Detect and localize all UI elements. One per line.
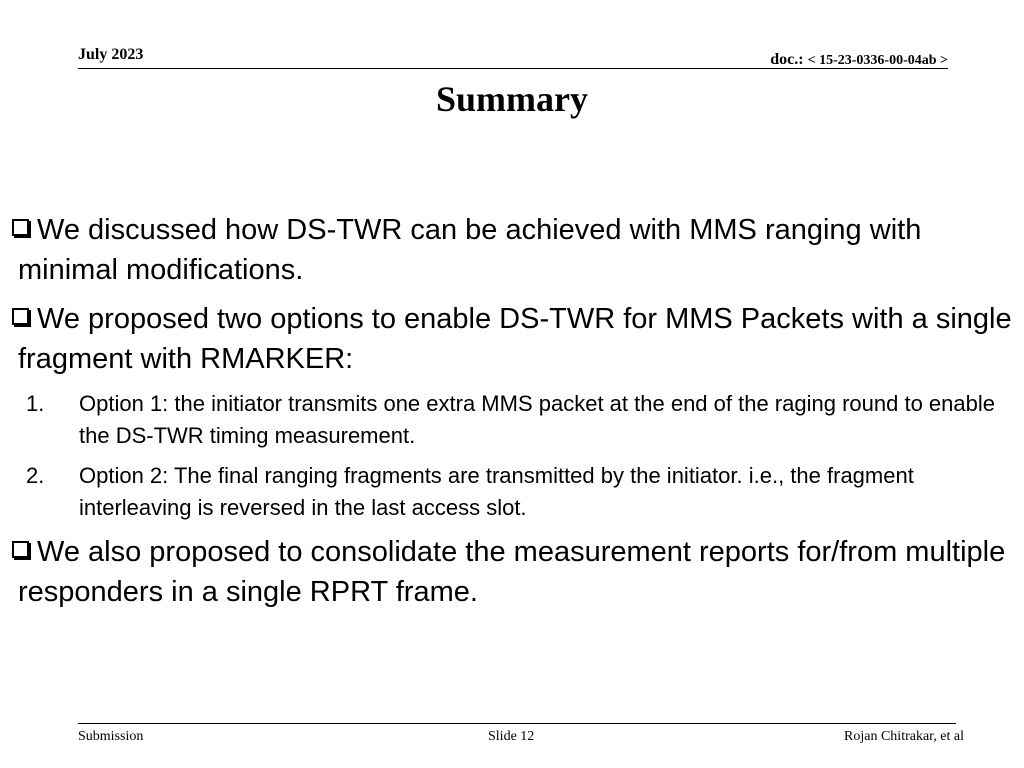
footer-author: Rojan Chitrakar, et al: [844, 729, 964, 744]
option-number: 1.: [26, 391, 45, 416]
checkbox-bullet-icon: [12, 219, 29, 236]
header-divider: [78, 68, 948, 69]
bullet-item: [12, 532, 1012, 612]
checkbox-bullet-icon: [12, 541, 29, 558]
bullet-item: [12, 299, 1012, 379]
footer-slide-number: Slide 12: [488, 729, 535, 744]
option-number: 2.: [26, 463, 45, 488]
header-date: July 2023: [78, 46, 144, 63]
option-text: Option 1: the initiator transmits one extra MMS packet at the end of the raging round to enable the DS-TWR timing measurement.: [79, 391, 995, 448]
option-text: Option 2: The final ranging fragments are transmitted by the initiator. i.e., the fragment interleaving is reversed in the last access slot.: [79, 463, 914, 520]
bullet-item: [12, 210, 1012, 290]
slide-content: [12, 210, 1012, 621]
footer-divider: [78, 723, 956, 724]
option-item: [12, 388, 1012, 452]
checkbox-bullet-icon: [12, 308, 29, 325]
bullet-text: We proposed two options to enable DS-TWR for MMS Packets with a single fragment with RMARKER:: [18, 303, 1012, 375]
footer-submission: Submission: [78, 729, 144, 744]
bullet-text: We also proposed to consolidate the measurement reports for/from multiple responders in a single RPRT frame.: [18, 536, 1006, 608]
slide-title: Summary: [436, 79, 588, 119]
option-item: [12, 460, 1012, 524]
doc-label: doc.:: [770, 51, 804, 68]
header-doc-id: [770, 51, 948, 69]
doc-number: < 15-23-0336-00-04ab >: [807, 53, 948, 68]
bullet-text: We discussed how DS-TWR can be achieved with MMS ranging with minimal modifications.: [18, 214, 922, 286]
